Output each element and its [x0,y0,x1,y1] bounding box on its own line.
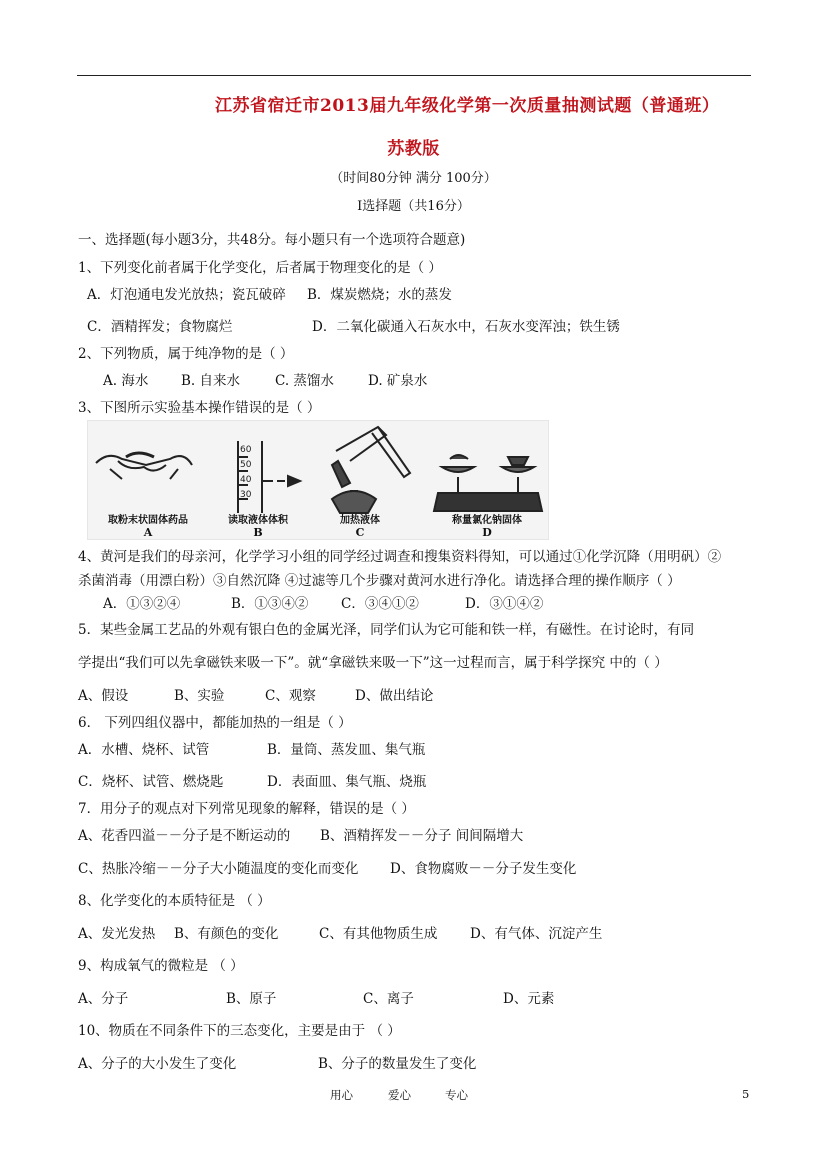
footer-motto-1: 用心 [330,1088,353,1102]
question-6-option-b: B．量筒、蒸发皿、集气瓶 [267,742,426,758]
question-2-stem: 2、下列物质，属于纯净物的是（ ） [78,346,294,362]
question-8-option-c: C、有其他物质生成 [319,926,438,942]
time-info: （时间80分钟 满分 100分） [330,171,497,186]
question-9-option-c: C、离子 [363,991,414,1007]
scale-tick-60: 60 [240,445,252,455]
question-3-stem: 3、下图所示实验基本操作错误的是（ ） [78,400,321,416]
figure-letter-d: D [482,526,492,539]
document-title: 江苏省宿迁市2013届九年级化学第一次质量抽测试题（普通班） [215,96,720,116]
question-5-option-b: B、实验 [174,688,225,704]
question-4-stem-line1: 4、黄河是我们的母亲河，化学学习小组的同学经过调查和搜集资料得知，可以通过①化学沉降（用明矾）② [78,549,722,565]
figure-letter-c: C [355,526,365,539]
section-heading: 一、选择题(每小题3分，共48分。每小题只有一个选项符合题意) [78,232,466,248]
scale-tick-40: 40 [240,475,252,485]
question-2-option-a: A. 海水 [103,373,149,389]
question-5-stem-line1: 5．某些金属工艺品的外观有银白色的金属光泽，同学们认为它可能和铁一样，有磁性。在讨论时，有同 [78,622,695,638]
question-2-option-c: C. 蒸馏水 [275,373,334,389]
footer-motto-2: 爱心 [388,1088,411,1102]
question-8-stem: 8、化学变化的本质特征是 （ ） [78,893,271,909]
question-1-option-a: A．灯泡通电发光放热；瓷瓦破碎 [87,287,286,303]
question-9-option-d: D、元素 [503,991,555,1007]
question-5-option-d: D、做出结论 [355,688,434,704]
question-1-stem: 1、下列变化前者属于化学变化，后者属于物理变化的是（ ） [78,260,442,276]
figure-caption-a-text: 取粉末状固体药品 [108,515,188,526]
question-1-option-b: B．煤炭燃烧；水的蒸发 [307,287,452,303]
scale-tick-30: 30 [240,490,252,500]
question-2-option-d: D. 矿泉水 [368,373,428,389]
figure-caption-c-text: 加热液体 [340,515,380,526]
powder-sampling-illustration [96,453,192,479]
question-8-option-b: B、有颜色的变化 [174,926,279,942]
question-7-option-c: C、热胀冷缩－－分子大小随温度的变化而变化 [78,861,359,877]
figure-caption-d [432,511,542,539]
figure-caption-d-text: 称量氯化钠固体 [452,515,522,526]
question-10-option-a: A、分子的大小发生了变化 [78,1056,237,1072]
question-1-option-d: D．二氧化碳通入石灰水中，石灰水变浑浊；铁生锈 [312,319,620,335]
question-6-option-c: C．烧杯、试管、燃烧匙 [78,774,224,790]
question-7-option-d: D、食物腐败－－分子发生变化 [390,861,577,877]
figure-caption-b-text: 读取液体体积 [228,515,288,526]
figure-caption-b [208,511,308,539]
question-4-option-c: C．③④①② [341,596,419,612]
question-5-option-c: C、观察 [265,688,316,704]
header-rule [77,75,751,76]
question-8-option-d: D、有气体、沉淀产生 [470,926,603,942]
figure-letter-a: A [143,526,153,539]
question-6-option-a: A．水槽、烧杯、试管 [78,742,210,758]
figure-caption-a [92,511,204,539]
page-number: 5 [742,1087,750,1101]
scale-tick-50: 50 [240,460,252,470]
figure-caption-c [322,511,398,539]
question-4-option-d: D．③①④② [465,596,544,612]
question-7-option-a: A、花香四溢－－分子是不断运动的 [78,828,291,844]
heating-liquid-illustration [332,427,410,513]
balance-scale-illustration [434,455,542,511]
question-4-option-a: A．①③②④ [103,596,181,612]
question-10-stem: 10、物质在不同条件下的三态变化，主要是由于 （ ） [78,1023,401,1039]
lab-operations-figure [87,420,549,540]
question-6-option-d: D．表面皿、集气瓶、烧瓶 [267,774,427,790]
question-1-option-c: C．酒精挥发；食物腐烂 [87,319,233,335]
figure-letter-b: B [253,526,263,539]
question-8-option-a: A、发光发热 [78,926,156,942]
question-2-option-b: B. 自来水 [181,373,241,389]
document-subtitle: 苏教版 [387,139,440,159]
question-7-option-b: B、酒精挥发－－分子 间间隔增大 [320,828,524,844]
question-4-option-b: B．①③④② [231,596,309,612]
question-4-stem-line2: 杀菌消毒（用漂白粉）③自然沉降 ④过滤等几个步骤对黄河水进行净化。请选择合理的操作顺序（ ） [78,573,681,589]
question-10-option-b: B、分子的数量发生了变化 [318,1056,477,1072]
part-title: Ⅰ选择题（共16分） [357,199,470,214]
question-5-stem-line2: 学提出“我们可以先拿磁铁来吸一下”。就“拿磁铁来吸一下”这一过程而言，属于科学探究 中的（ ） [78,655,668,671]
question-5-option-a: A、假设 [78,688,129,704]
question-9-option-b: B、原子 [226,991,277,1007]
question-7-stem: 7．用分子的观点对下列常见现象的解释，错误的是（ ） [78,801,415,817]
footer-motto-3: 专心 [445,1088,468,1102]
question-9-stem: 9、构成氧气的微粒是 （ ） [78,958,244,974]
question-6-stem: 6． 下列四组仪器中，都能加热的一组是（ ） [78,715,352,731]
question-9-option-a: A、分子 [78,991,129,1007]
